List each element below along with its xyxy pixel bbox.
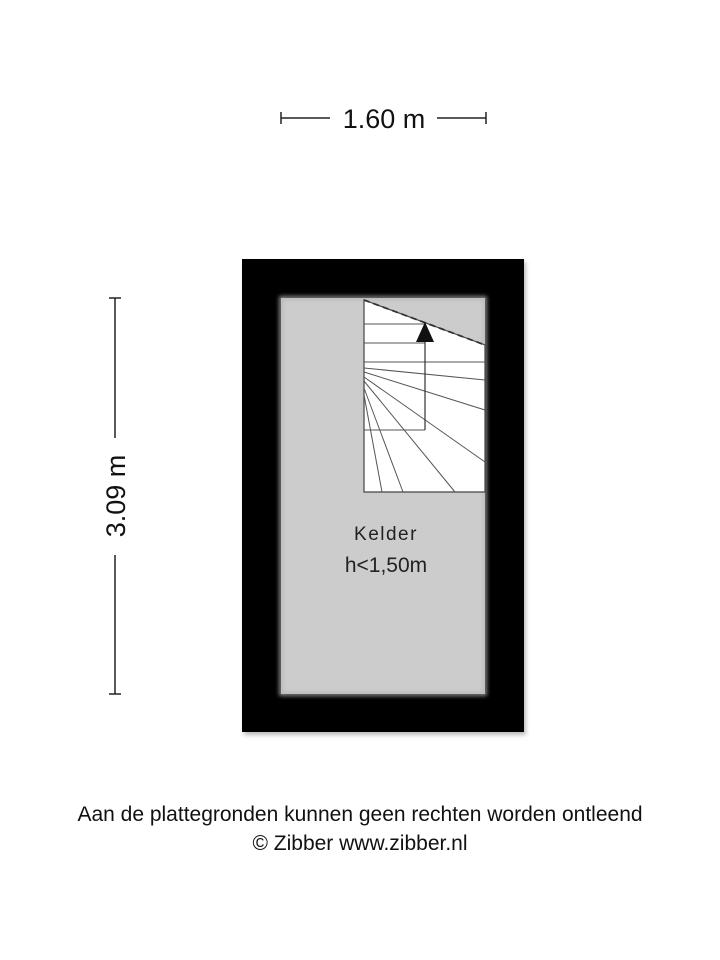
disclaimer-text: Aan de plattegronden kunnen geen rechten worden ontleend: [77, 803, 643, 826]
height-dimension: [101, 298, 131, 694]
copyright-text: © Zibber www.zibber.nl: [252, 832, 468, 855]
width-dimension: [281, 104, 486, 134]
height-label: 3.09 m: [101, 454, 131, 538]
room-height-note: h<1,50m: [344, 554, 428, 577]
room-name: Kelder: [354, 524, 418, 545]
width-label: 1.60 m: [342, 104, 426, 134]
